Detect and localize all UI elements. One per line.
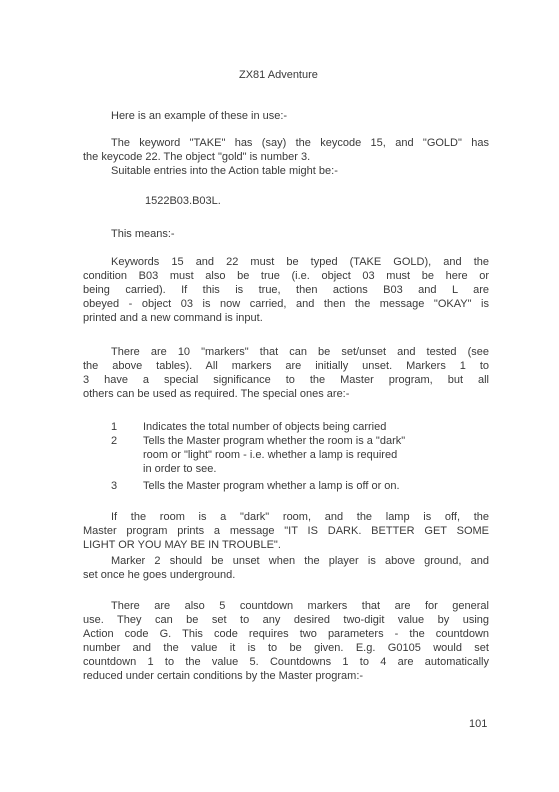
marker-number: 3 (111, 480, 118, 492)
means-line-4: obeyed - object 03 is now carried, and then the message "OKAY" is (83, 298, 489, 310)
marker-description: Tells the Master program whether the room is a "dark" (143, 435, 406, 447)
countdown-line-1: There are also 5 countdown markers that are for general (111, 600, 489, 612)
markers-line-1: There are 10 "markers" that can be set/unset and tested (see (111, 346, 489, 358)
countdown-line-5: countdown 1 to the value 5. Countdowns 1 to 4 are automatically (83, 656, 489, 668)
page-title: ZX81 Adventure (239, 69, 318, 81)
marker-description: in order to see. (143, 463, 217, 475)
means-line-5: printed and a new command is input. (83, 312, 263, 324)
means-line-2: condition B03 must also be true (i.e. object 03 must be here or (83, 270, 489, 282)
marker-number: 1 (111, 421, 118, 433)
example-line-1: The keyword "TAKE" has (say) the keycode 15, and "GOLD" has (111, 137, 489, 149)
markers-line-2: the above tables). All markers are initially unset. Markers 1 to (83, 360, 489, 372)
marker-number: 2 (111, 435, 118, 447)
dark-line-1: If the room is a "dark" room, and the lamp is off, the (111, 511, 489, 523)
countdown-line-6: reduced under certain conditions by the Master program:- (83, 670, 364, 682)
intro-line: Here is an example of these in use:- (111, 110, 288, 122)
action-code-example: 1522B03.B03L. (145, 195, 221, 207)
markers-line-3: 3 have a special significance to the Master program, but all (83, 374, 489, 386)
means-line-1: Keywords 15 and 22 must be typed (TAKE GOLD), and the (111, 256, 489, 268)
countdown-line-3: Action code G. This code requires two parameters - the countdown (83, 628, 489, 640)
page-number: 101 (469, 718, 488, 730)
marker-description: Tells the Master program whether a lamp is off or on. (143, 480, 400, 492)
marker2-line-1: Marker 2 should be unset when the player is above ground, and (111, 555, 489, 567)
countdown-line-2: use. They can be set to any desired two-digit value by using (83, 614, 489, 626)
marker-description: Indicates the total number of objects being carried (143, 421, 387, 433)
means-line-3: being carried). If this is true, then actions B03 and L are (83, 284, 489, 296)
marker2-line-2: set once he goes underground. (83, 569, 236, 581)
marker-description: room or "light" room - i.e. whether a lamp is required (143, 449, 398, 461)
example-line-3: Suitable entries into the Action table might be:- (111, 165, 338, 177)
example-line-2: the keycode 22. The object "gold" is number 3. (83, 151, 311, 163)
means-heading: This means:- (111, 228, 175, 240)
dark-line-3: LIGHT OR YOU MAY BE IN TROUBLE". (83, 539, 281, 551)
dark-line-2: Master program prints a message "IT IS DARK. BETTER GET SOME (83, 525, 489, 537)
countdown-line-4: number and the value it is to be given. E.g. G0105 would set (83, 642, 489, 654)
markers-line-4: others can be used as required. The special ones are:- (83, 388, 350, 400)
